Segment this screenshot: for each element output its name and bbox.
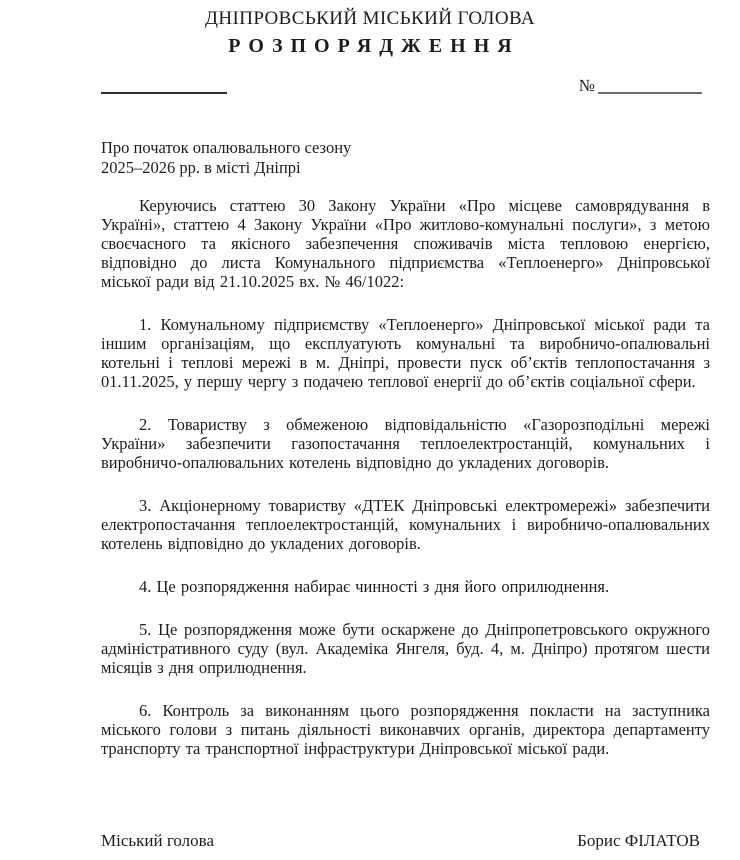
signatory-position: Міський голова: [101, 831, 214, 850]
order-item-1: 1. Комунальному підприємству «Теплоенерго» Дніпровської міської ради та іншим організаціям, що експлуатують комунальні та виробничо-опалювальні котельні і теплові мережі в м. Дніпрі, провести пуск об’єктів теплопостачання з 01.11.2025, у першу чергу з подачею теплової енергії до об’єктів соціальної сфери.: [101, 315, 710, 391]
order-item-2: 2. Товариству з обмеженою відповідальністю «Газорозподільні мережі України» забезпечити газопостачання теплоелектростанцій, комунальних і виробничо-опалювальних котелень відповідно до укладених договорів.: [101, 415, 710, 472]
subject-line-2: 2025–2026 рр. в місті Дніпрі: [101, 158, 301, 177]
signatory-name: Борис ФІЛАТОВ: [577, 831, 700, 850]
number-label: №: [578, 76, 595, 95]
document-body: [101, 196, 710, 758]
issuer-title: ДНІПРОВСЬКИЙ МІСЬКИЙ ГОЛОВА: [205, 8, 535, 29]
order-item-5: 5. Це розпорядження може бути оскаржене до Дніпропетровського окружного адміністративного суду (вул. Академіка Янгеля, буд. 4, м. Дніпро) протягом шести місяців з дня оприлюднення.: [101, 620, 710, 677]
date-blank-line: [101, 76, 227, 94]
document-type-title: РОЗПОРЯДЖЕННЯ: [228, 35, 520, 57]
number-area: [579, 78, 702, 94]
signature-row: [101, 831, 700, 851]
reference-row: [101, 78, 702, 94]
number-blank-line: [598, 92, 702, 94]
order-item-4: 4. Це розпорядження набирає чинності з дня його оприлюднення.: [139, 577, 610, 596]
document-header: [0, 0, 740, 58]
preamble-paragraph: Керуючись статтею 30 Закону України «Про місцеве самоврядування в Україні», статтею 4 Закону України «Про житлово-комунальні послуги», з метою своєчасного та якісного забезпечення споживачів міста тепловою енергією, відповідно до листа Комунального підприємства «Теплоенерго» Дніпровської міської ради від 21.10.2025 вх. № 46/1022:: [101, 196, 710, 291]
order-item-6: 6. Контроль за виконанням цього розпорядження покласти на заступника міського голови з питань діяльності виконавчих органів, директора департаменту транспорту та транспортної інфраструктури Дніпровської міської ради.: [101, 701, 710, 758]
subject-line-1: Про початок опалювального сезону: [101, 138, 352, 157]
document-subject: [101, 138, 740, 178]
order-item-3: 3. Акціонерному товариству «ДТЕК Дніпровські електромережі» забезпечити електропостачання теплоелектростанцій, комунальних і виробничо-опалювальних котелень відповідно до укладених договорів.: [101, 496, 710, 553]
